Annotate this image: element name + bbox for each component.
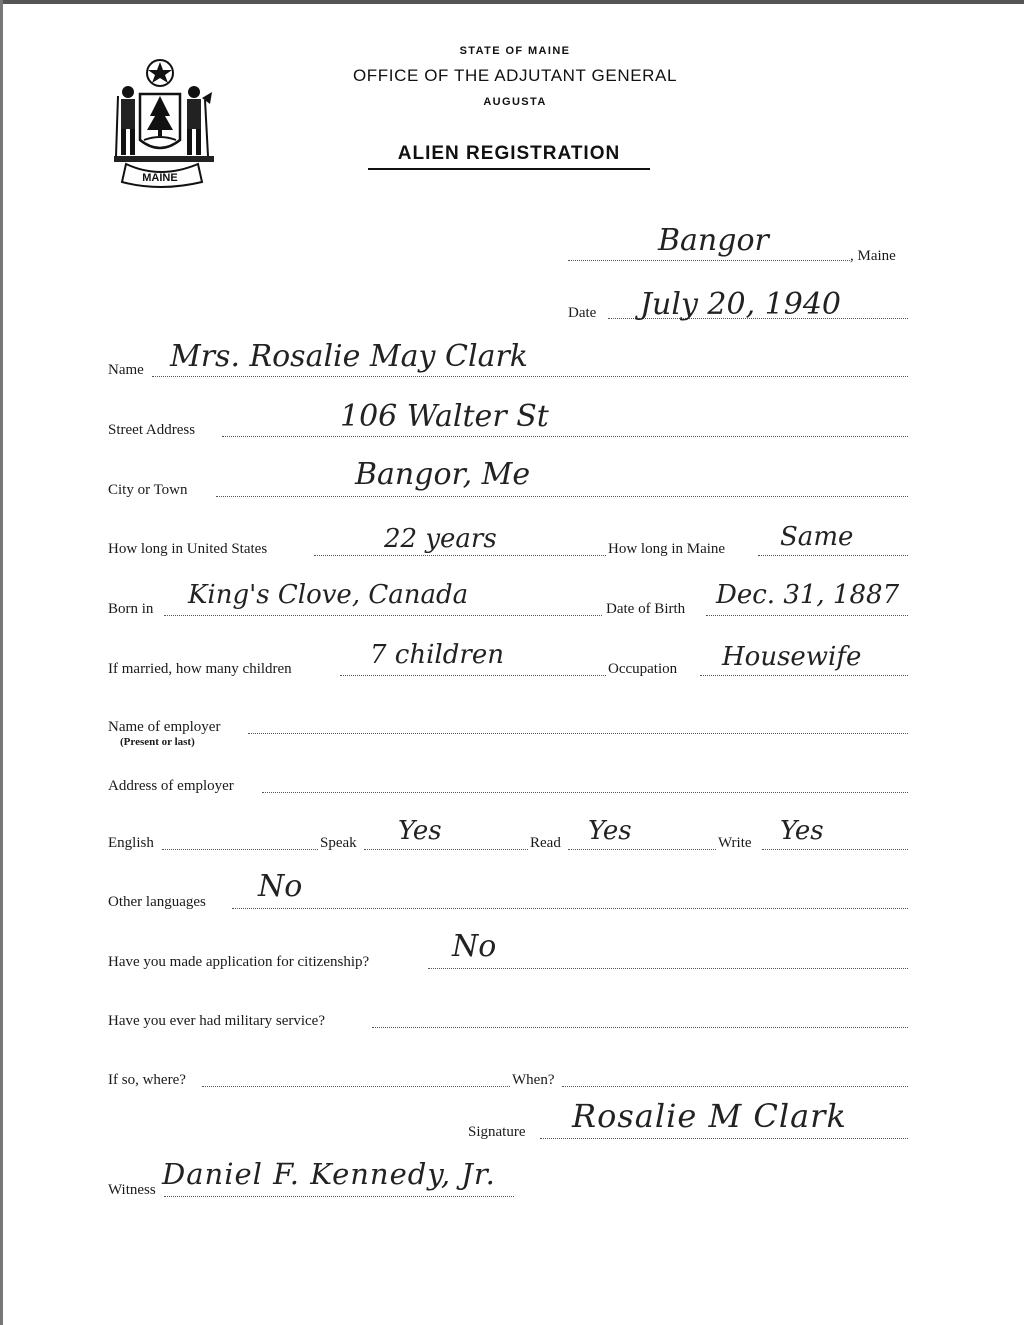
scan-top-edge bbox=[0, 0, 1024, 4]
citizenship-field[interactable] bbox=[428, 968, 908, 969]
state-seal-icon bbox=[108, 56, 220, 188]
header-office: OFFICE OF THE ADJUTANT GENERAL bbox=[352, 66, 678, 85]
how-long-us-value: 22 years bbox=[384, 524, 497, 554]
other-languages-field[interactable] bbox=[232, 908, 908, 909]
street-field[interactable] bbox=[222, 436, 908, 437]
witness-field[interactable] bbox=[164, 1196, 514, 1197]
where-label: If so, where? bbox=[108, 1072, 186, 1088]
employer-label: Name of employer bbox=[108, 719, 221, 735]
english-leader bbox=[162, 849, 318, 850]
dob-label: Date of Birth bbox=[606, 601, 686, 617]
signature-label: Signature bbox=[468, 1124, 526, 1140]
employer-sublabel: (Present or last) bbox=[120, 736, 195, 748]
witness-value: Daniel F. Kennedy, Jr. bbox=[162, 1157, 496, 1191]
city-field[interactable] bbox=[216, 496, 908, 497]
employer-field[interactable] bbox=[248, 733, 908, 734]
occupation-label: Occupation bbox=[608, 661, 678, 677]
date-value: July 20, 1940 bbox=[640, 287, 842, 322]
military-label: Have you ever had military service? bbox=[108, 1013, 325, 1029]
read-field[interactable] bbox=[568, 849, 716, 850]
employer-address-field[interactable] bbox=[262, 792, 908, 793]
military-field[interactable] bbox=[372, 1027, 908, 1028]
speak-value: Yes bbox=[398, 816, 442, 846]
when-label: When? bbox=[512, 1072, 555, 1088]
dob-value: Dec. 31, 1887 bbox=[716, 580, 900, 610]
children-label: If married, how many children bbox=[108, 661, 292, 677]
name-value: Mrs. Rosalie May Clark bbox=[170, 339, 528, 374]
name-label: Name bbox=[108, 362, 144, 378]
children-field[interactable] bbox=[340, 675, 606, 676]
signature-field[interactable] bbox=[540, 1138, 908, 1139]
where-field[interactable] bbox=[202, 1086, 510, 1087]
occupation-field[interactable] bbox=[700, 675, 908, 676]
write-label: Write bbox=[718, 835, 752, 851]
write-field[interactable] bbox=[762, 849, 908, 850]
employer-address-label: Address of employer bbox=[108, 778, 234, 794]
how-long-maine-label: How long in Maine bbox=[608, 541, 726, 557]
how-long-us-label: How long in United States bbox=[108, 541, 268, 557]
born-label: Born in bbox=[108, 601, 154, 617]
born-field[interactable] bbox=[164, 615, 602, 616]
read-value: Yes bbox=[588, 816, 632, 846]
born-value: King's Clove, Canada bbox=[188, 580, 469, 610]
other-languages-value: No bbox=[258, 869, 303, 904]
read-label: Read bbox=[530, 835, 561, 851]
signature-value: Rosalie M Clark bbox=[572, 1097, 847, 1135]
dob-field[interactable] bbox=[706, 615, 908, 616]
occupation-value: Housewife bbox=[722, 642, 862, 672]
speak-field[interactable] bbox=[364, 849, 528, 850]
city-value: Bangor, Me bbox=[355, 457, 531, 492]
name-field[interactable] bbox=[152, 376, 908, 377]
header-state: STATE OF MAINE bbox=[459, 45, 571, 57]
city-label: City or Town bbox=[108, 482, 188, 498]
write-value: Yes bbox=[780, 816, 824, 846]
witness-label: Witness bbox=[108, 1182, 156, 1198]
header-city: AUGUSTA bbox=[483, 96, 547, 108]
english-label: English bbox=[108, 835, 154, 851]
seal-banner-text: MAINE bbox=[142, 172, 178, 184]
when-field[interactable] bbox=[562, 1086, 908, 1087]
speak-label: Speak bbox=[320, 835, 357, 851]
place-suffix-label: , Maine bbox=[850, 248, 896, 264]
scan-left-edge bbox=[0, 0, 3, 1325]
form-title: ALIEN REGISTRATION bbox=[368, 143, 650, 170]
place-value: Bangor bbox=[658, 223, 769, 258]
how-long-us-field[interactable] bbox=[314, 555, 606, 556]
citizenship-label: Have you made application for citizenship? bbox=[108, 954, 370, 970]
how-long-maine-value: Same bbox=[780, 522, 854, 552]
street-label: Street Address bbox=[108, 422, 196, 438]
place-field[interactable] bbox=[568, 260, 850, 261]
how-long-maine-field[interactable] bbox=[758, 555, 908, 556]
citizenship-value: No bbox=[452, 929, 497, 964]
other-languages-label: Other languages bbox=[108, 894, 206, 910]
date-label: Date bbox=[568, 305, 597, 321]
children-value: 7 children bbox=[370, 640, 504, 670]
street-value: 106 Walter St bbox=[340, 399, 549, 434]
